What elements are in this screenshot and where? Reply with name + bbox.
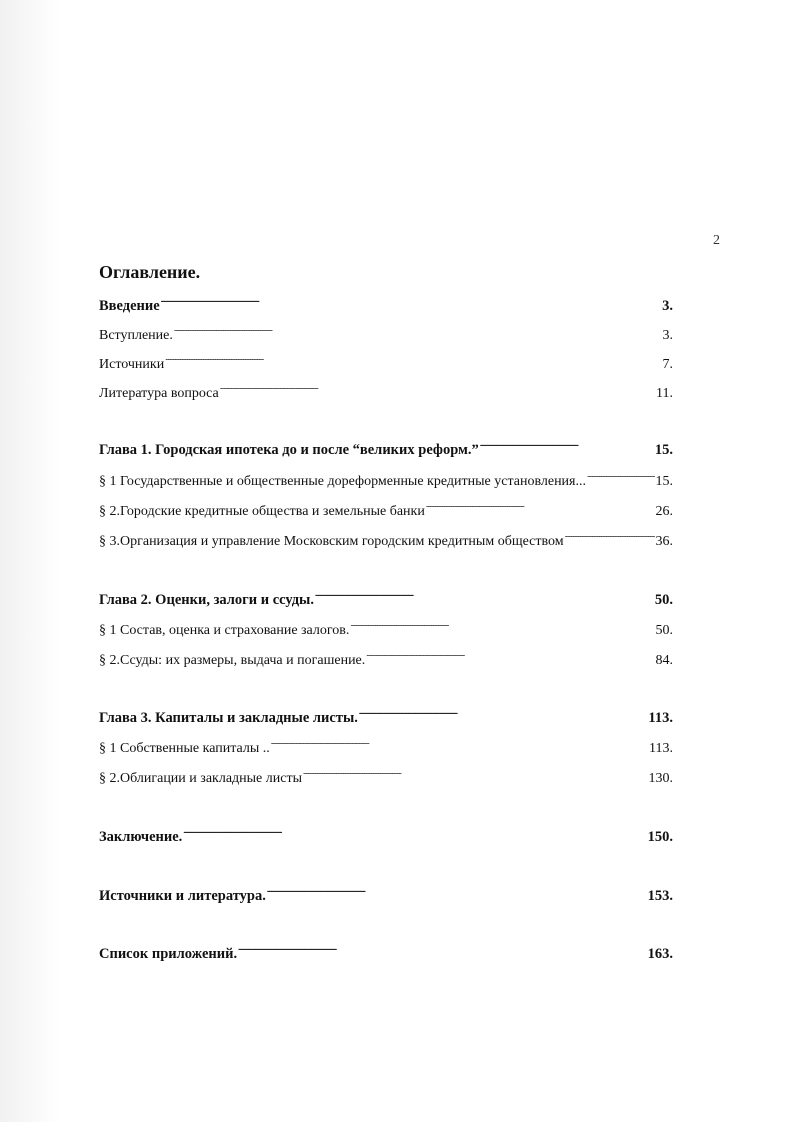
toc-entry-page: 113. (649, 741, 673, 756)
toc-entry-page: 50. (655, 623, 673, 638)
toc-entry-section-2-2[interactable] (99, 650, 673, 670)
toc-entry-label: § 3.Организация и управление Московским городским кредитным обществом (99, 534, 564, 549)
toc-entry-page: 50. (654, 592, 673, 608)
dot-leader (426, 501, 655, 515)
dot-leader (183, 827, 646, 841)
toc-entry-chapter-2[interactable] (99, 590, 673, 609)
toc-entry-section-3-2[interactable] (99, 768, 673, 788)
toc-entry-page: 15. (655, 474, 673, 489)
toc-entry-section-1-2[interactable] (99, 501, 673, 521)
toc-entry-label: Заключение. (99, 829, 183, 845)
toc-entry-label: § 1 Состав, оценка и страхование залогов. (99, 623, 350, 638)
toc-entry-page: 36. (655, 534, 673, 549)
dot-leader (303, 768, 648, 782)
toc-title: Оглавление. (99, 262, 201, 282)
dot-leader (587, 471, 655, 485)
toc-entry-section-1-3[interactable] (99, 531, 673, 551)
toc-entry-section-2-1[interactable] (99, 620, 673, 640)
toc-entry-label: Вступление. (99, 328, 173, 343)
toc-entry-label: Глава 3. Капиталы и закладные листы. (99, 710, 358, 726)
toc-entry-label: Глава 2. Оценки, залоги и ссуды. (99, 592, 314, 608)
toc-entry-section-1-1[interactable] (99, 471, 673, 491)
dot-leader (267, 886, 647, 900)
toc-entry-label: Глава 1. Городская ипотека до и после “великих реформ.” (99, 442, 479, 458)
dot-leader (220, 383, 655, 397)
page-number: 2 (713, 233, 720, 248)
dot-leader (480, 440, 654, 454)
toc-entry-page: 7. (662, 357, 673, 372)
toc-entry-bibliography[interactable] (99, 886, 673, 905)
scan-shadow (0, 0, 60, 1122)
toc-entry-page: 15. (654, 442, 673, 458)
toc-entry-page: 11. (656, 386, 673, 401)
dot-leader (565, 531, 655, 545)
toc-entry-page: 84. (655, 653, 673, 668)
toc-entry-literature[interactable] (99, 383, 673, 403)
toc-entry-appendices[interactable] (99, 944, 673, 963)
toc-entry-page: 130. (648, 771, 673, 786)
toc-entry-page: 113. (648, 710, 673, 726)
toc-entry-conclusion[interactable] (99, 827, 673, 846)
toc-entry-page: 26. (655, 504, 673, 519)
toc-entry-label: Список приложений. (99, 946, 238, 962)
toc-entry-page: 3. (662, 298, 673, 314)
dot-leader (315, 590, 654, 604)
toc-entry-label: § 2.Ссуды: их размеры, выдача и погашение. (99, 653, 366, 668)
toc-entry-page: 150. (647, 829, 673, 845)
toc-entry-page: 163. (647, 946, 673, 962)
toc-entry-preface[interactable] (99, 325, 673, 345)
toc-entry-introduction[interactable] (99, 296, 673, 315)
toc-entry-label: Источники и литература. (99, 888, 266, 904)
dot-leader (165, 354, 661, 368)
toc-entry-label: § 2.Городские кредитные общества и земельные банки (99, 504, 425, 519)
dot-leader (174, 325, 662, 339)
dot-leader (366, 650, 654, 664)
toc-entry-page: 153. (647, 888, 673, 904)
toc-entry-label: Введение (99, 298, 160, 314)
toc-entry-sources[interactable] (99, 354, 673, 374)
toc-entry-section-3-1[interactable] (99, 738, 673, 758)
dot-leader (359, 708, 648, 722)
toc-entry-chapter-3[interactable] (99, 708, 673, 727)
toc-entry-label: § 2.Облигации и закладные листы (99, 771, 302, 786)
toc-entry-chapter-1[interactable] (99, 440, 673, 459)
toc-entry-page: 3. (662, 328, 673, 343)
dot-leader (238, 944, 647, 958)
toc-entry-label: § 1 Собственные капиталы .. (99, 741, 270, 756)
toc-entry-label: Литература вопроса (99, 386, 219, 401)
dot-leader (350, 620, 654, 634)
dot-leader (271, 738, 648, 752)
toc-entry-label: § 1 Государственные и общественные дореформенные кредитные установления... (99, 474, 586, 489)
toc-entry-label: Источники (99, 357, 165, 372)
dot-leader (161, 296, 661, 310)
